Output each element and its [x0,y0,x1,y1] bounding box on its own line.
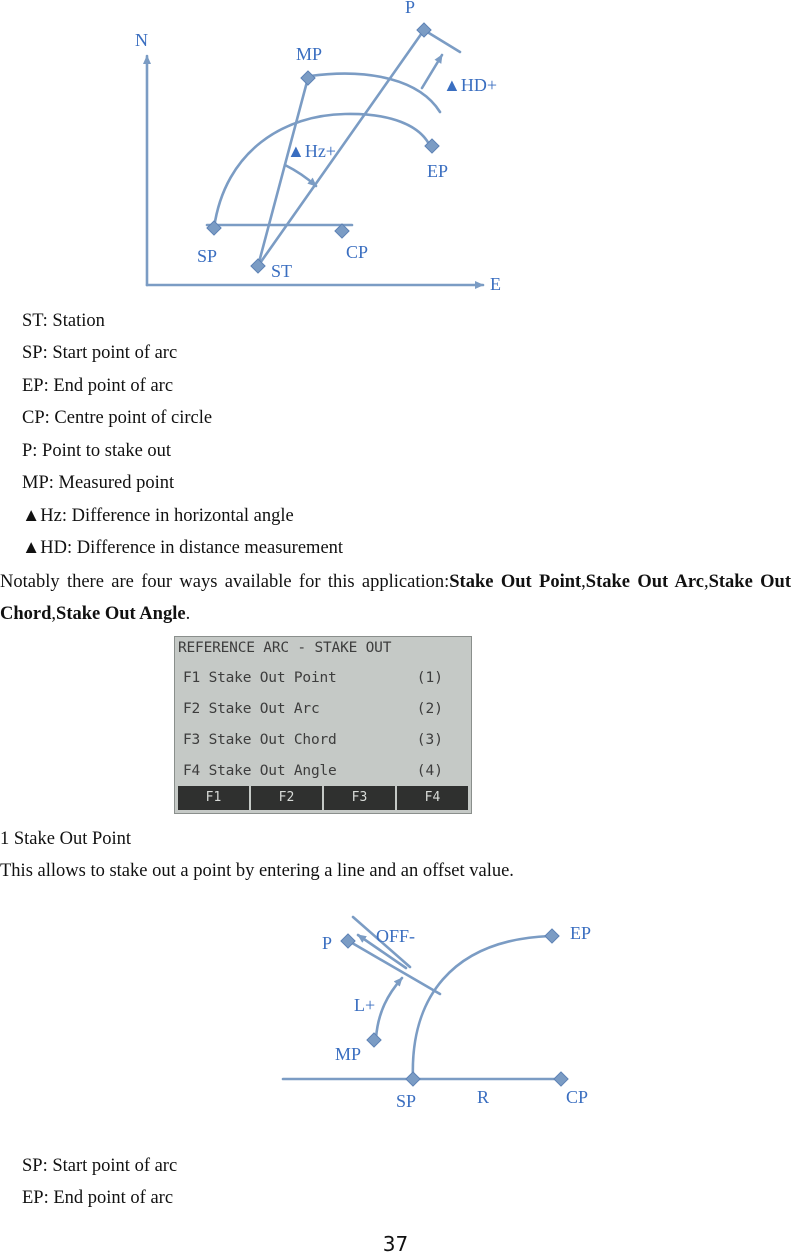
n-label: N [135,30,148,50]
legend-item: P: Point to stake out [22,441,172,461]
instrument-screen [174,636,472,814]
menu-item-stake-out-chord[interactable]: F3 Stake Out Chord [183,732,337,748]
l-offset-line [347,940,440,994]
legend-item: EP: End point of arc [22,376,174,396]
paragraph-separator: , [51,604,57,624]
legend-item: CP: Centre point of circle [22,408,213,428]
hz-arrow [285,165,316,186]
ep-label: EP [427,161,449,181]
f4-key[interactable]: F4 [397,786,468,810]
off-label: OFF- [376,926,416,946]
hd-tick [424,30,460,52]
paragraph-intro: Notably there are four ways available for this application: [0,572,450,592]
hd-label: ▲HD+ [443,75,497,95]
p-label: P [405,0,416,17]
methods-paragraph [0,566,791,630]
f1-key[interactable]: F1 [178,786,249,810]
f3-key[interactable]: F3 [324,786,395,810]
measured-arc [310,74,440,112]
arc-diagram-1 [0,0,791,300]
menu-item-number: (1) [416,670,443,686]
cp-label: CP [346,242,369,262]
menu-item-stake-out-angle[interactable]: F4 Stake Out Angle [183,763,337,779]
st-label: ST [271,261,293,281]
st-to-mp-line [258,78,308,266]
ep2-label: EP [570,923,592,943]
legend-item: MP: Measured point [22,473,175,493]
cp-point [554,1072,568,1086]
section-text: This allows to stake out a point by entering a line and an offset value. [0,861,514,881]
l-label: L+ [354,995,376,1015]
sp-point [207,221,221,235]
arc-sp-ep [413,936,550,1079]
menu-item-stake-out-arc[interactable]: F2 Stake Out Arc [183,701,320,717]
page-number: 37 [382,1232,409,1256]
legend-item: ▲HD: Difference in distance measurement [22,538,344,558]
p-point [341,934,355,948]
paragraph-separator: , [581,572,586,592]
menu-item-stake-out-point[interactable]: F1 Stake Out Point [183,670,337,686]
mp-label: MP [296,44,323,64]
method-stake-out-chord: Stake Out Chord [0,572,791,624]
l-arrow [376,978,402,1038]
reference-arc [214,114,430,228]
f2-key[interactable]: F2 [251,786,322,810]
p2-label: P [322,933,333,953]
mp2-label: MP [335,1044,362,1064]
legend-item: ▲Hz: Difference in horizontal angle [22,506,294,526]
legend-item: SP: Start point of arc [22,343,178,363]
legend-item: EP: End point of arc [22,1188,174,1208]
sp-label: SP [197,246,218,266]
cp2-label: CP [566,1087,589,1107]
method-stake-out-arc: Stake Out Arc [585,572,704,592]
menu-item-number: (3) [416,732,443,748]
menu-item-number: (2) [416,701,443,717]
e-label: E [490,274,501,294]
sp2-label: SP [396,1091,417,1111]
paragraph-end: . [185,604,191,624]
method-stake-out-point: Stake Out Point [449,572,582,592]
legend-item: SP: Start point of arc [22,1156,178,1176]
screen-title: REFERENCE ARC - STAKE OUT [178,640,392,656]
hd-arrow [422,55,442,88]
paragraph-separator: , [703,572,709,592]
r-label: R [477,1087,490,1107]
section-heading: 1 Stake Out Point [0,829,132,849]
mp-point [301,71,315,85]
hz-label: ▲Hz+ [287,141,336,161]
sp-point [406,1072,420,1086]
function-key-bar [178,786,468,810]
method-stake-out-angle: Stake Out Angle [56,604,186,624]
ep-point [545,929,559,943]
mp-point [367,1033,381,1047]
menu-item-number: (4) [416,763,443,779]
legend-item: ST: Station [22,311,105,331]
